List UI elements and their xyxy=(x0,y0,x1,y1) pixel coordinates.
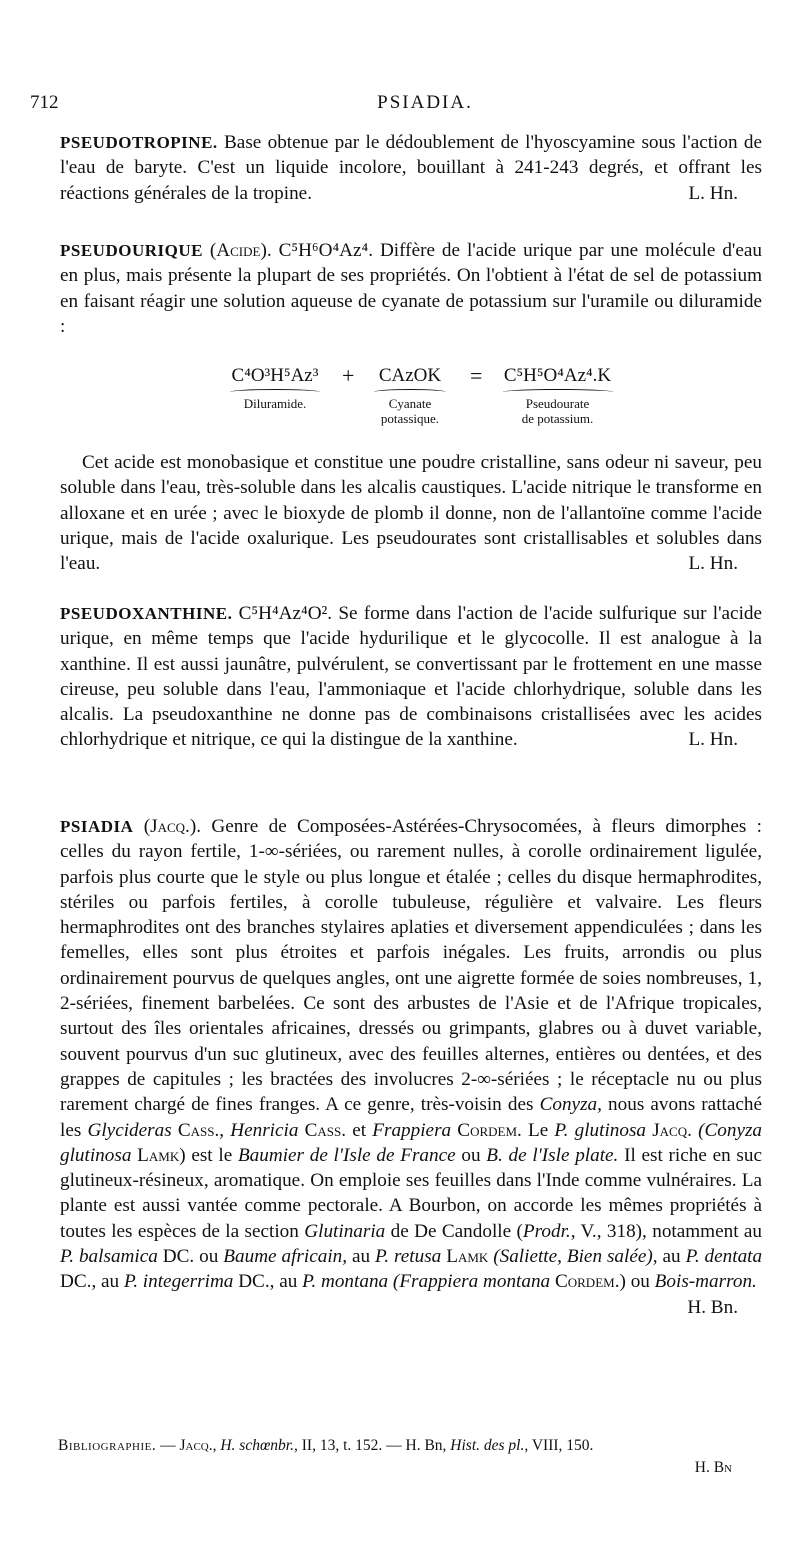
common-name: (Saliette, Bien salée), xyxy=(493,1246,658,1268)
equation-label: Pseudourate xyxy=(525,396,590,411)
entry-text: et xyxy=(352,1119,367,1141)
entry-text: DC. ou xyxy=(162,1246,219,1268)
equation-label: Diluramide. xyxy=(243,396,307,411)
author-abbrev: Jacq. xyxy=(652,1119,692,1141)
taxon-name: P. integerrima xyxy=(123,1271,234,1293)
entry-text: Diffère de l'acide urique par une molécule d'eau en plus, mais présente la plupart de ses propriétés. On l'obtient à l'état de sel de potassium en faisant réagir une solution aqueuse de cyanate de potassium sur l'uramile ou diluramide : xyxy=(60,240,763,337)
taxon-name: Henricia xyxy=(230,1119,299,1141)
author-abbrev: Cordem.) xyxy=(554,1271,626,1293)
entry-text: de De Candolle ( xyxy=(390,1220,523,1242)
entry-formula: C⁵H⁶O⁴Az⁴. xyxy=(278,240,374,261)
common-name: Baumier de l'Isle de France xyxy=(237,1144,456,1166)
plus-sign: + xyxy=(342,363,355,388)
common-name: B. de l'Isle plate. xyxy=(486,1144,619,1166)
entry-text: ou xyxy=(461,1144,481,1166)
entry-pseudourique xyxy=(60,238,762,339)
page-title: PSIADIA. xyxy=(377,92,473,113)
author-signature: H. Bn. xyxy=(687,1296,738,1318)
equation-formula: C⁵H⁵O⁴Az⁴.K xyxy=(503,365,612,386)
entry-text: DC., au xyxy=(238,1271,298,1293)
entry-paragraph xyxy=(60,238,762,339)
entry-headword: PSEUDOXANTHINE. xyxy=(60,604,233,623)
bibliography xyxy=(58,1436,768,1456)
entry-text: Le xyxy=(528,1119,549,1141)
underbrace xyxy=(503,389,613,395)
body-text xyxy=(60,0,762,1557)
taxon-name: P. dentata xyxy=(685,1246,763,1268)
equation-label: Cyanate xyxy=(388,396,432,411)
underbrace xyxy=(374,389,446,395)
entry-headword: PSEUDOTROPINE. xyxy=(60,133,218,152)
common-name: Baume africain, xyxy=(223,1246,348,1268)
entry-text: Il est riche en suc glutineux-résineux, aromatique. On emploie ses feuilles dans l'Inde comme vulnéraires. La plante est aussi vantée comme pectorale. A Bourbon, on accorde les mêmes propriétés à toutes les espèces de la section xyxy=(60,1144,763,1242)
author-abbrev: Lamk) xyxy=(137,1144,186,1166)
author-abbrev: Cass. xyxy=(304,1119,347,1141)
entry-text: Se forme dans l'action de l'acide sulfurique sur l'acide urique, en même temps que l'acide hydurilique et le glycocolle. Il est analogue à la xanthine. Il est aussi jaunâtre, pulvérulent, se convertissant par le frottement en une masse cireuse, peu soluble dans l'eau, l'ammoniaque et l'acide chlorhydrique, soluble dans les alcalis. La pseudoxanthine ne donne pas de combinaisons cristallisées avec les acides chlorhydrique et nitrique, ce qui la distingue de la xanthine. xyxy=(60,603,763,751)
entry-text: ou xyxy=(630,1271,650,1293)
equals-sign: = xyxy=(470,363,483,388)
entry-psiadia xyxy=(60,814,762,1320)
equation-term-reactant-1 xyxy=(220,365,330,411)
entry-text: Cet acide est monobasique et constitue une poudre cristalline, sans odeur ni saveur, peu soluble dans l'eau, très-soluble dans les alcalis caustiques. L'acide nitrique le transforme en alloxane et en urée ; avec le bioxyde de plomb il donne, non de l'allantoïne comme l'acide urique, mais de l'acide oxalurique. Les pseudourates sont cristallisables et solubles dans l'eau. xyxy=(60,452,762,575)
taxon-name: Glycideras xyxy=(87,1119,172,1141)
chemical-equation xyxy=(160,365,660,435)
bibliography-text: — Jacq., xyxy=(160,1437,217,1454)
reference-title: Prodr., xyxy=(522,1220,576,1242)
author-abbrev: Cass., xyxy=(177,1119,225,1141)
entry-paragraph xyxy=(60,814,763,1318)
taxon-name: P. balsamica xyxy=(60,1246,158,1268)
entry-headword: PSIADIA xyxy=(60,817,134,836)
equation-formula: CAzOK xyxy=(378,365,442,386)
taxon-name: P. glutinosa xyxy=(554,1119,647,1141)
entry-text: au xyxy=(662,1246,681,1268)
entry-pseudotropine xyxy=(60,130,762,206)
taxon-name: (Conyza glutinosa xyxy=(60,1119,763,1166)
entry-paragraph xyxy=(60,601,762,753)
entry-text: DC., au xyxy=(60,1271,120,1293)
page-number: 712 xyxy=(30,92,59,113)
taxon-name: P. montana (Frappiera montana xyxy=(302,1271,551,1293)
equation-label: potassique. xyxy=(380,411,440,426)
entry-pseudourique-continued xyxy=(60,450,762,576)
taxon-name: Frappiera xyxy=(372,1119,452,1141)
entry-text: nous avons rattaché les xyxy=(60,1094,763,1141)
taxon-name: Conyza, xyxy=(539,1094,602,1116)
entry-text: est le xyxy=(191,1144,233,1166)
entry-formula: C⁵H⁴Az⁴O². xyxy=(238,603,333,624)
bibliography-title: Hist. des pl., xyxy=(450,1437,529,1454)
equation-label: de potassium. xyxy=(521,411,594,426)
bibliography-text: VIII, 150. xyxy=(531,1437,594,1454)
taxon-name: Glutinaria xyxy=(304,1220,386,1242)
author-abbrev: Lamk xyxy=(446,1246,489,1268)
taxon-name: P. retusa xyxy=(375,1246,442,1268)
author-signature: L. Hn. xyxy=(688,182,738,204)
entry-pseudoxanthine xyxy=(60,601,762,753)
entry-text: au xyxy=(351,1246,371,1268)
author-signature: L. Hn. xyxy=(688,729,738,751)
entry-text: Base obtenue par le dédoublement de l'hyoscyamine sous l'action de l'eau de baryte. C'est un liquide incolore, bouillant à 241-243 degrés, et offrant les réactions générales de la tropine. xyxy=(60,132,763,204)
bibliography-label: Bibliographie. xyxy=(58,1437,157,1454)
entry-text: V., 318), notamment au xyxy=(580,1220,763,1242)
entry-headword: PSEUDOURIQUE xyxy=(60,241,203,260)
author-signature: L. Hn. xyxy=(688,553,738,575)
bibliography-text: II, 13, t. 152. — H. Bn, xyxy=(301,1437,447,1454)
entry-paragraph xyxy=(60,130,762,206)
entry-paragraph xyxy=(60,450,762,576)
author-abbrev: Cordem. xyxy=(457,1119,522,1141)
bibliography-signature: H. Bn xyxy=(694,1459,732,1476)
bibliography-title: H. schœnbr., xyxy=(220,1437,298,1454)
underbrace xyxy=(230,389,320,395)
entry-text: Genre de Composées-Astérées-Chrysocomées, à fleurs dimorphes : celles du rayon fertile, 1-∞-sériées, ou rarement nulles, à corolle ordinairement ligulée, parfois plus courte que le style ou plus longue et étalée ; celles du disque hermaphrodites, stériles ou parfois fertiles, à corolle tubuleuse, régulière et valvaire. Les fleurs hermaphrodites ont des branches stylaires aplaties et diversement appendiculées ; dans les femelles, elles sont plus étroites et parfois inégales. Les fruits, arrondis ou plus ordinairement pourvus de quelques angles, ont une aigrette formée de soies nombreuses, 1, 2-sériées, finement barbelées. Ce sont des arbustes de l'Asie et de l'Afrique tropicales, surtout des îles orientales africaines, dressés ou grimpants, glabres ou à duvet variable, souvent pourvus d'un suc glutineux, avec des feuilles alternes, entières ou dentées, et des grappes de capitules ; les bractées des involucres 2-∞-sériées ; le réceptacle nu ou plus rarement chargé de fines franges. A ce genre, très-voisin des xyxy=(60,816,763,1116)
entry-qualifier: (Acide). xyxy=(209,240,272,261)
common-name: Bois-marron. xyxy=(654,1271,757,1293)
equation-formula: C⁴O³H⁵Az³ xyxy=(231,365,319,386)
equation-term-product xyxy=(495,365,620,426)
equation-term-reactant-2 xyxy=(365,365,455,426)
entry-qualifier: (Jacq.). xyxy=(143,816,202,837)
